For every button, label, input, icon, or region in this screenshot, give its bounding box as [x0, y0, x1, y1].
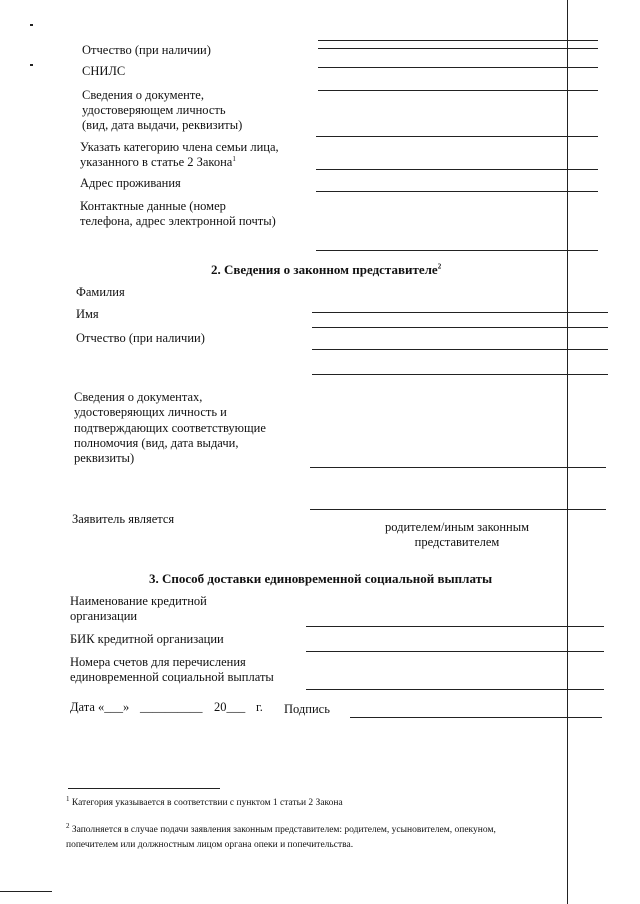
snils-label: СНИЛС — [82, 64, 126, 78]
category-label-2-text: указанного в статье 2 Закона — [80, 155, 233, 169]
id-doc-label-1: Сведения о документе, — [82, 88, 204, 102]
footnote-1-mark: 1 — [66, 794, 70, 803]
section2-title-text: 2. Сведения о законном представителе — [211, 262, 438, 277]
bank-name-label-2: организации — [70, 609, 138, 623]
accounts-label-2: единовременной социальной выплаты — [70, 670, 274, 684]
address-field-2[interactable] — [316, 191, 598, 192]
accounts-field[interactable] — [306, 689, 604, 690]
applicant-caption-1: родителем/иным законным — [384, 520, 530, 534]
bik-label: БИК кредитной организации — [70, 632, 224, 646]
category-label-2 — [80, 155, 236, 170]
date-month-blank[interactable]: __________ — [140, 700, 203, 714]
footnote-1-text: Категория указывается в соответствии с пунктом 1 статьи 2 Закона — [71, 798, 343, 808]
patronymic-field[interactable] — [318, 40, 598, 41]
category-field[interactable] — [316, 136, 598, 137]
footnote-2-text-1: Заполняется в случае подачи заявления законным представителем: родителем, усыновителем, опекуном, — [71, 825, 496, 835]
page-bottom-edge-line — [0, 891, 52, 892]
rep-patronymic-field[interactable] — [312, 349, 608, 350]
date-year[interactable]: 20___ — [214, 700, 246, 714]
contacts-field[interactable] — [316, 250, 598, 251]
applicant-is-label: Заявитель является — [72, 512, 175, 526]
bank-name-field[interactable] — [306, 626, 604, 627]
signature-label: Подпись — [284, 702, 330, 716]
contacts-label-1: Контактные данные (номер — [80, 199, 226, 213]
signature-field[interactable] — [350, 717, 602, 718]
rep-docs-field[interactable] — [310, 467, 606, 468]
scan-mark — [30, 64, 33, 66]
rep-surname-label: Фамилия — [76, 285, 125, 299]
address-field[interactable] — [316, 169, 598, 170]
rep-docs-label-3: подтверждающих соответствующие — [74, 421, 266, 435]
section2-title — [211, 262, 441, 278]
scan-mark — [30, 24, 33, 26]
snils-field[interactable] — [318, 67, 598, 68]
footnote-ref-1: 1 — [232, 154, 236, 163]
address-label: Адрес проживания — [80, 176, 181, 190]
rep-docs-label-4: полномочия (вид, дата выдачи, — [74, 436, 239, 450]
patronymic-label: Отчество (при наличии) — [82, 43, 211, 57]
category-label-1: Указать категорию члена семьи лица, — [80, 140, 279, 154]
rep-name-label: Имя — [76, 307, 99, 321]
footnote-2-mark: 2 — [66, 821, 70, 830]
bik-field[interactable] — [306, 651, 604, 652]
footnote-1 — [66, 794, 343, 810]
applicant-status-field[interactable] — [310, 509, 606, 510]
id-doc-label-3: (вид, дата выдачи, реквизиты) — [82, 118, 243, 132]
patronymic-field-2[interactable] — [318, 48, 598, 49]
rep-name-field[interactable] — [312, 327, 608, 328]
rep-docs-label-1: Сведения о документах, — [74, 390, 203, 404]
contacts-label-2: телефона, адрес электронной почты) — [80, 214, 276, 228]
bank-name-label-1: Наименование кредитной — [70, 594, 207, 608]
rep-docs-label-5: реквизиты) — [74, 451, 135, 465]
section3-title: 3. Способ доставки единовременной социальной выплаты — [149, 571, 493, 586]
rep-patronymic-label: Отчество (при наличии) — [76, 331, 205, 345]
accounts-label-1: Номера счетов для перечисления — [70, 655, 246, 669]
footnote-2-line-2: попечителем или должностным лицом органа опеки и попечительства. — [66, 840, 354, 850]
footnote-separator — [68, 788, 220, 789]
rep-surname-field[interactable] — [312, 312, 608, 313]
date-label: Дата «___» — [70, 700, 130, 714]
date-year-suffix: г. — [256, 700, 263, 714]
rep-docs-label-2: удостоверяющих личность и — [74, 405, 227, 419]
id-doc-field[interactable] — [318, 90, 598, 91]
footnote-ref-2: 2 — [437, 262, 442, 271]
footnote-2-line-1 — [66, 821, 496, 837]
id-doc-label-2: удостоверяющем личность — [82, 103, 226, 117]
applicant-caption-2: представителем — [414, 535, 500, 549]
rep-extra-field[interactable] — [312, 374, 608, 375]
